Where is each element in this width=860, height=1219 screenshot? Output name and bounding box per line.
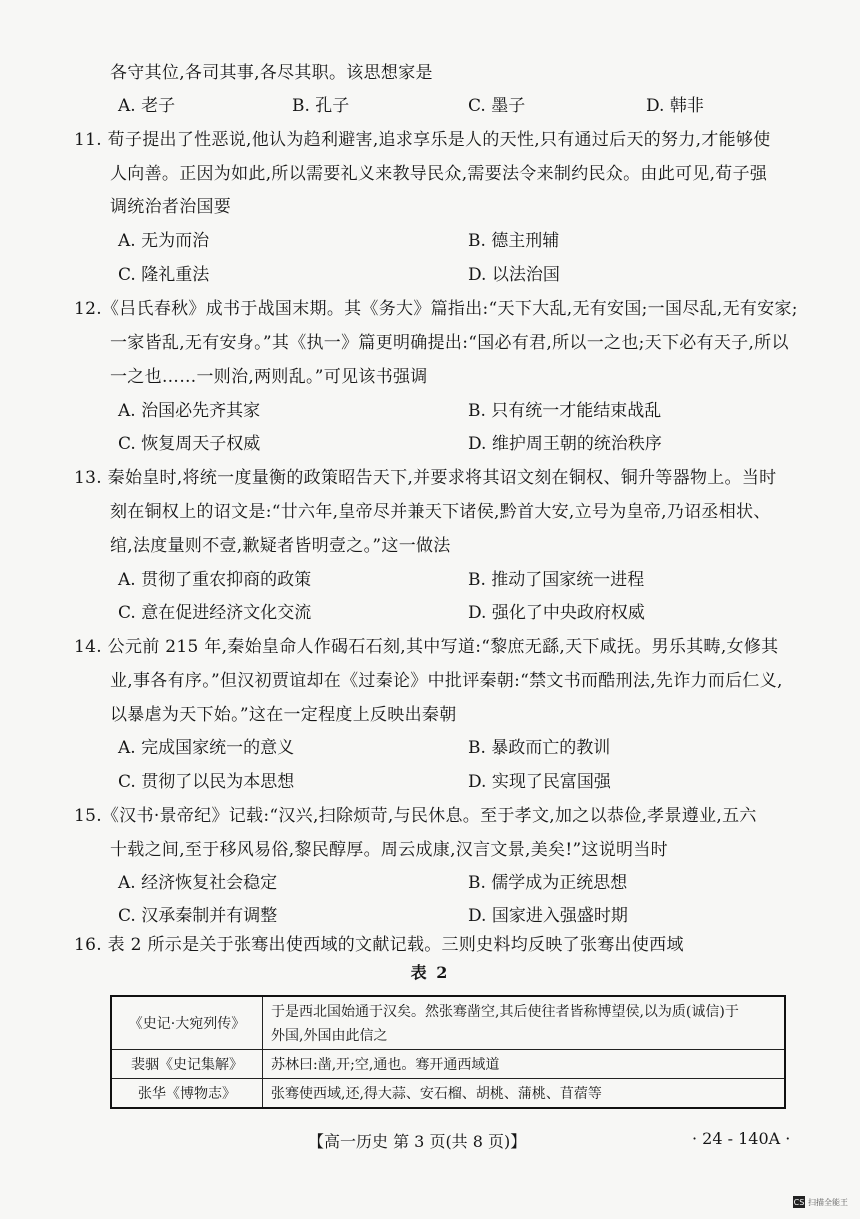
table-cell-source: 裴骃《史记集解》 bbox=[111, 1050, 263, 1079]
q10-option-a: A. 老子 bbox=[118, 96, 176, 116]
q14-option-a: A. 完成国家统一的意义 bbox=[118, 738, 295, 758]
q13-option-b: B. 推动了国家统一进程 bbox=[468, 570, 645, 590]
page-code: · 24 - 140A · bbox=[692, 1129, 791, 1148]
q10-option-c: C. 墨子 bbox=[468, 96, 526, 116]
q13-stem-line-1: 13. 秦始皇时,将统一度量衡的政策昭告天下,并要求将其诏文刻在铜权、铜升等器物上。当时 bbox=[74, 468, 777, 488]
q15-option-d: D. 国家进入强盛时期 bbox=[468, 906, 628, 926]
q15-stem-line-1: 15.《汉书·景帝纪》记载:“汉兴,扫除烦苛,与民休息。至于孝文,加之以恭俭,孝景遵业,五六 bbox=[74, 806, 757, 826]
q10-option-d: D. 韩非 bbox=[646, 96, 704, 116]
table-cell-text-line: 外国,外国由此信之 bbox=[271, 1028, 388, 1044]
scanner-watermark-label: 扫描全能王 bbox=[808, 1197, 848, 1207]
q12-stem-line-1: 12.《吕氏春秋》成书于战国末期。其《务大》篇指出:“天下大乱,无有安国;一国尽乱,无有安家; bbox=[74, 299, 798, 319]
table-cell-text bbox=[263, 996, 786, 1050]
q15-option-a: A. 经济恢复社会稳定 bbox=[118, 873, 278, 893]
page-footer: 【高一历史 第 3 页(共 8 页)】 bbox=[308, 1132, 527, 1151]
table-2 bbox=[110, 995, 786, 1109]
q12-option-b: B. 只有统一才能结束战乱 bbox=[468, 401, 662, 421]
q13-stem-line-2: 刻在铜权上的诏文是:“廿六年,皇帝尽并兼天下诸侯,黔首大安,立号为皇帝,乃诏丞相状、 bbox=[110, 502, 771, 522]
table-row bbox=[111, 1079, 785, 1109]
q13-option-d: D. 强化了中央政府权威 bbox=[468, 603, 645, 623]
table-cell-source: 张华《博物志》 bbox=[111, 1079, 263, 1109]
q12-stem-line-2: 一家皆乱,无有安身。”其《执一》篇更明确提出:“国必有君,所以一之也;天下必有天子,所以 bbox=[110, 333, 789, 353]
q12-stem-line-3: 一之也……一则治,两则乱。”可见该书强调 bbox=[110, 367, 428, 387]
q13-option-a: A. 贯彻了重农抑商的政策 bbox=[118, 570, 312, 590]
q11-option-b: B. 德主刑辅 bbox=[468, 231, 560, 251]
table-cell-text: 张骞使西域,还,得大蒜、安石榴、胡桃、蒲桃、苜蓿等 bbox=[263, 1079, 786, 1109]
q12-option-c: C. 恢复周天子权威 bbox=[118, 434, 261, 454]
table-caption: 表 2 bbox=[410, 963, 450, 982]
q11-option-c: C. 隆礼重法 bbox=[118, 265, 210, 285]
table-row bbox=[111, 1050, 785, 1079]
table-row bbox=[111, 996, 785, 1050]
q15-option-b: B. 儒学成为正统思想 bbox=[468, 873, 628, 893]
q14-option-c: C. 贯彻了以民为本思想 bbox=[118, 772, 295, 792]
q11-stem-line-3: 调统治者治国要 bbox=[110, 197, 232, 217]
q14-stem-line-2: 业,事各有序。”但汉初贾谊却在《过秦论》中批评秦朝:“禁文书而酷刑法,先诈力而后仁义, bbox=[110, 671, 783, 691]
q11-option-a: A. 无为而治 bbox=[118, 231, 210, 251]
q14-stem-line-1: 14. 公元前 215 年,秦始皇命人作碣石石刻,其中写道:“黎庶无繇,天下咸抚。男乐其畴,女修其 bbox=[74, 637, 779, 657]
q12-option-d: D. 维护周王朝的统治秩序 bbox=[468, 434, 662, 454]
scanner-watermark bbox=[793, 1196, 848, 1208]
q11-stem-line-2: 人向善。正因为如此,所以需要礼义来教导民众,需要法令来制约民众。由此可见,荀子强 bbox=[110, 164, 768, 184]
q12-option-a: A. 治国必先齐其家 bbox=[118, 401, 261, 421]
table-cell-source: 《史记·大宛列传》 bbox=[111, 996, 263, 1050]
q11-option-d: D. 以法治国 bbox=[468, 265, 560, 285]
q15-option-c: C. 汉承秦制并有调整 bbox=[118, 906, 278, 926]
q15-stem-line-2: 十载之间,至于移风易俗,黎民醇厚。周云成康,汉言文景,美矣!”这说明当时 bbox=[110, 840, 668, 860]
table-cell-text-line: 于是西北国始通于汉矣。然张骞凿空,其后使往者皆称博望侯,以为质(诚信)于 bbox=[271, 1004, 739, 1020]
q13-stem-line-3: 绾,法度量则不壹,歉疑者皆明壹之。”这一做法 bbox=[110, 536, 451, 556]
cs-logo-icon: CS bbox=[793, 1197, 805, 1207]
q10-stem: 各守其位,各司其事,各尽其职。该思想家是 bbox=[110, 63, 433, 83]
q14-option-d: D. 实现了民富国强 bbox=[468, 772, 611, 792]
q14-stem-line-3: 以暴虐为天下始。”这在一定程度上反映出秦朝 bbox=[110, 705, 457, 725]
q16-stem: 16. 表 2 所示是关于张骞出使西域的文献记载。三则史料均反映了张骞出使西域 bbox=[74, 935, 684, 955]
q10-option-b: B. 孔子 bbox=[292, 96, 350, 116]
table-cell-text: 苏林曰:凿,开;空,通也。骞开通西域道 bbox=[263, 1050, 786, 1079]
q11-stem-line-1: 11. 荀子提出了性恶说,他认为趋利避害,追求享乐是人的天性,只有通过后天的努力,才能够使 bbox=[74, 130, 771, 150]
q13-option-c: C. 意在促进经济文化交流 bbox=[118, 603, 312, 623]
q14-option-b: B. 暴政而亡的教训 bbox=[468, 738, 611, 758]
